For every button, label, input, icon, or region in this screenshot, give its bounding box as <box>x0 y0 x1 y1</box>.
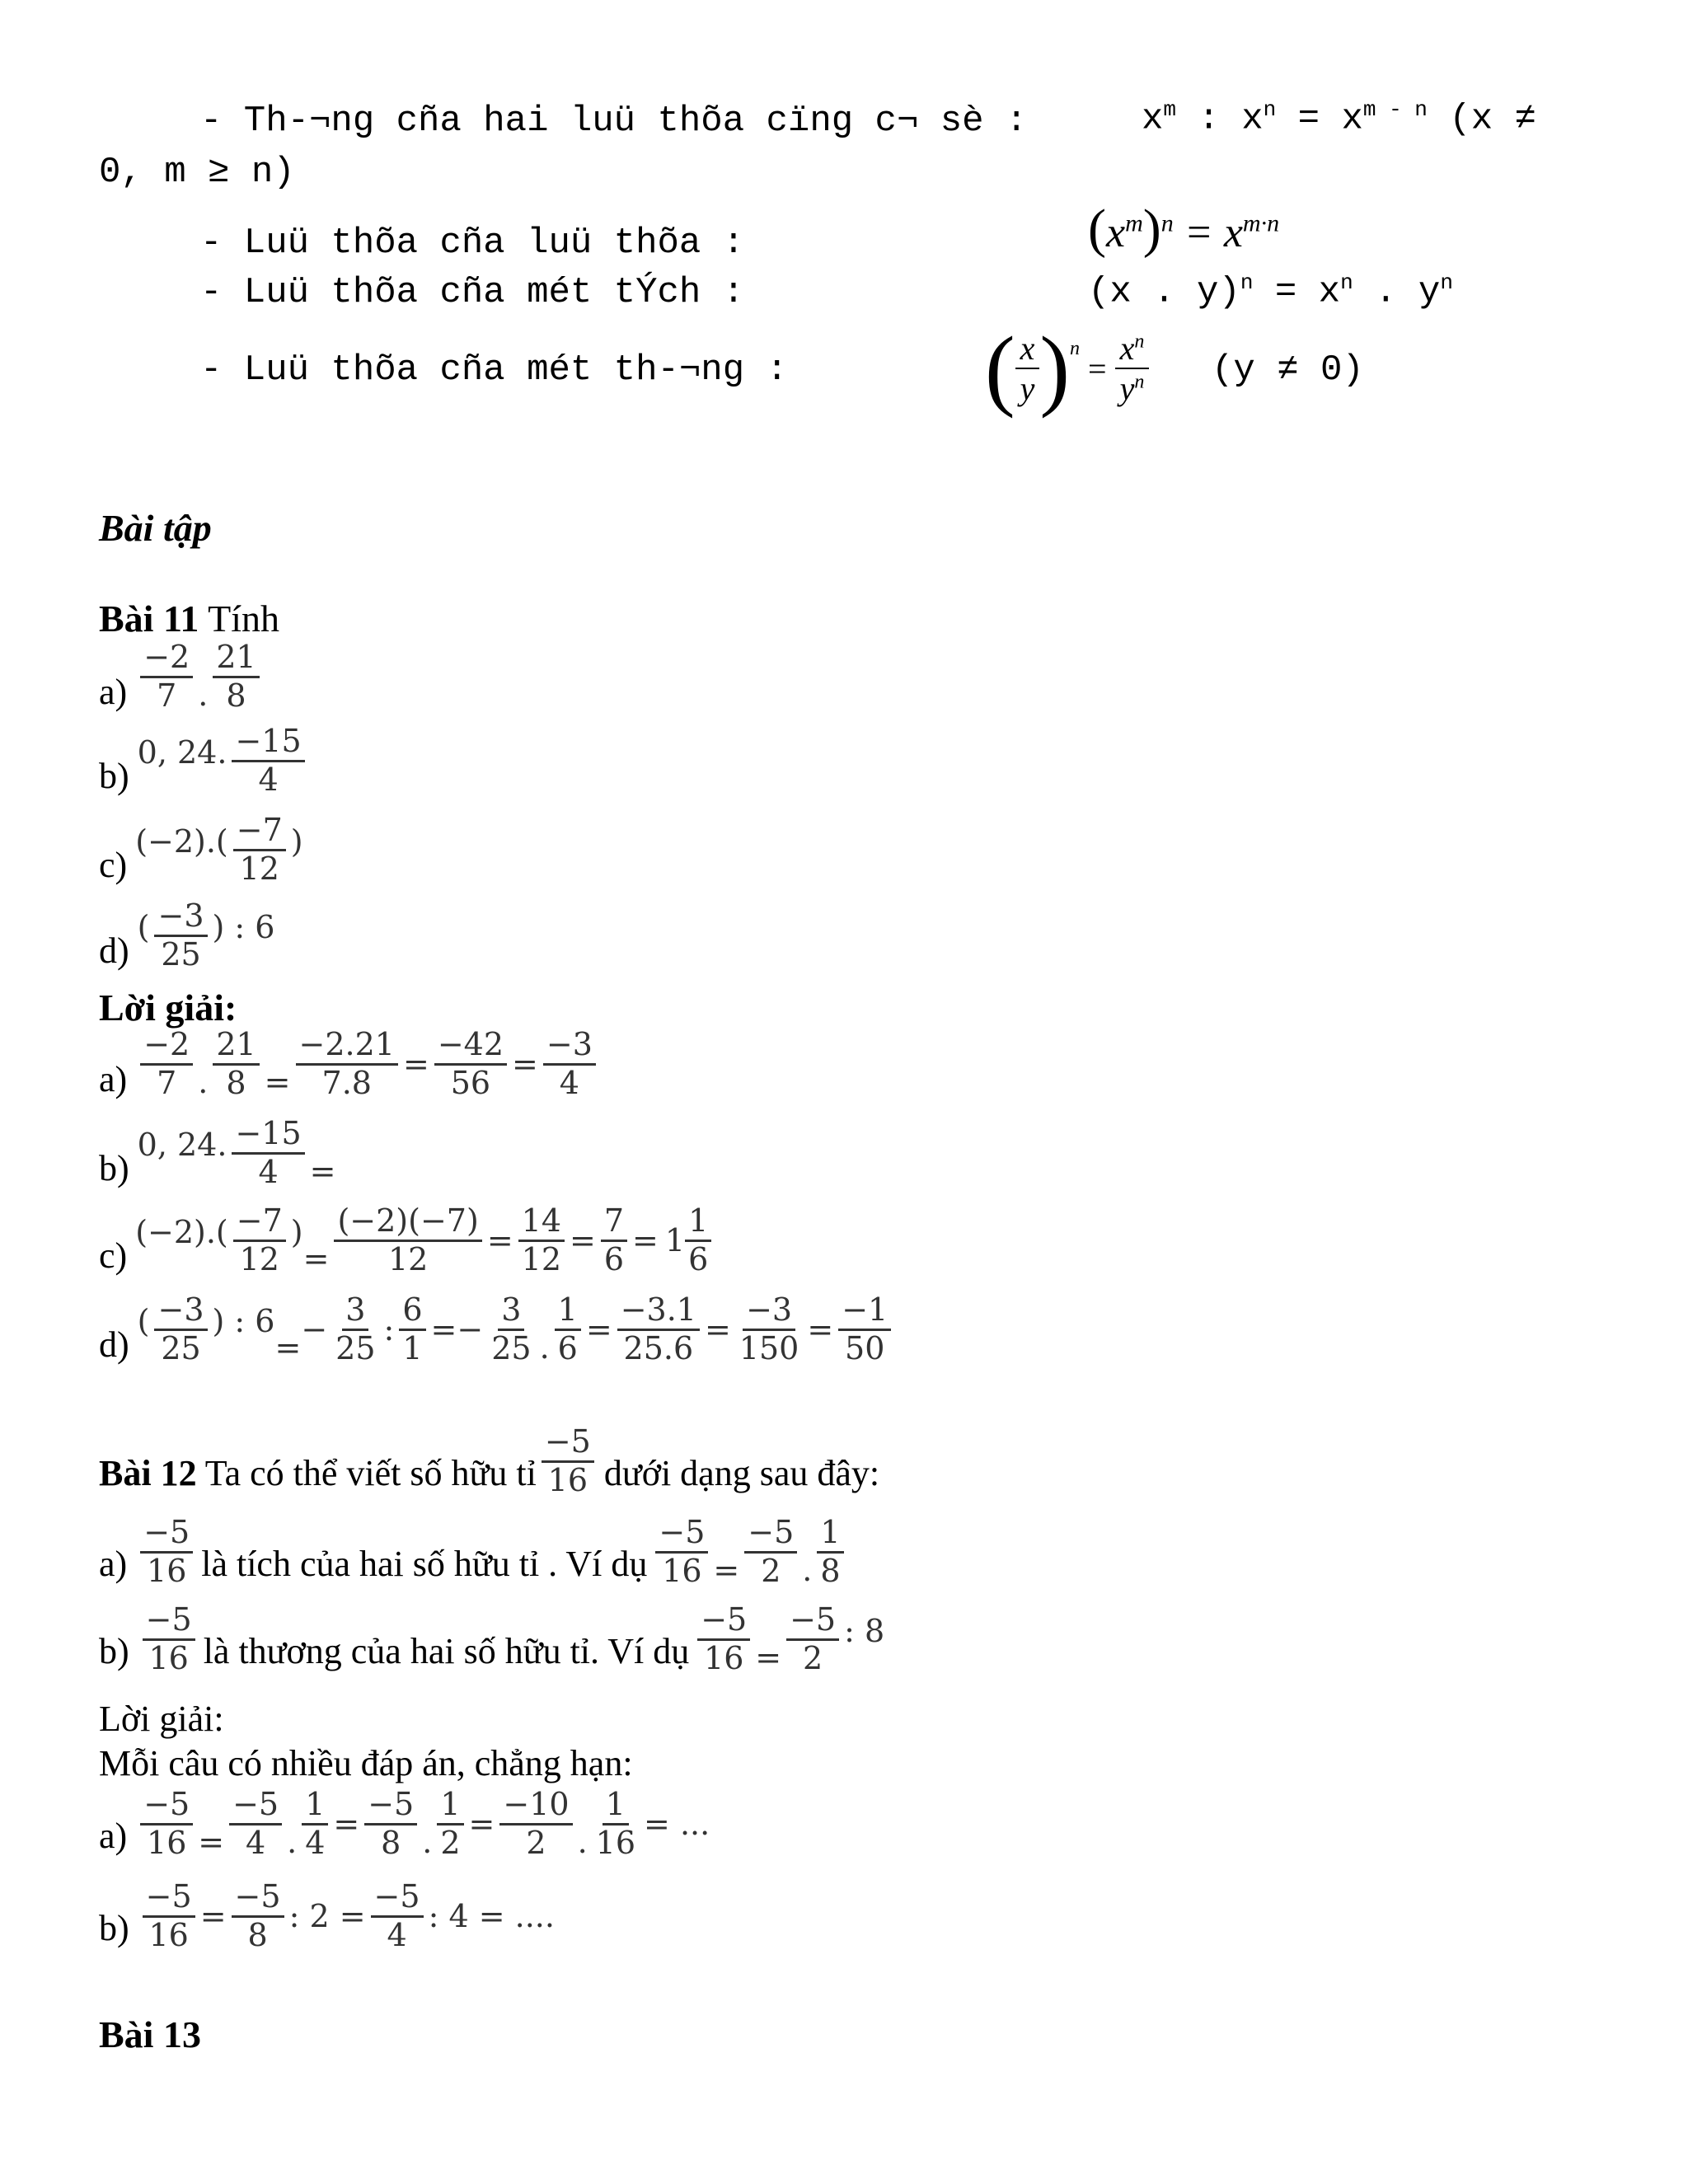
bai11-solution-b: b) 0, 24. $\frac{-15}{4}$ = <box>99 1115 336 1190</box>
bai12-solution-b: b) $\frac{-5}{16}$ = $\frac{-5}{8}$ : 2 = $\frac{-5}{4}$ : 4 = .... <box>99 1878 555 1953</box>
bai12-title: Bài 12 Ta có thể viết số hữu tỉ $\frac{-5}{16}$ dưới dạng sau đây: <box>99 1423 880 1498</box>
rule-power-of-product-label: - Luü thõa cña mét tÝch : <box>200 272 745 313</box>
bai11-d: d) ( $\frac{-3}{25}$ ) : 6 <box>99 898 275 972</box>
rule-power-of-product-formula: (x . $y)^n = x^n$ . $y^n$ <box>1088 270 1453 313</box>
bai12-a: a) $\frac{-5}{16}$ là tích của hai số hữu tỉ . Ví dụ $\frac{-5}{16}$ = $\frac{-5}{2}$ . $\frac{1}{8}$ <box>99 1516 849 1588</box>
rule-power-of-quotient-condition: (y ≠ 0) <box>1212 349 1364 391</box>
bai11-title: Bài 11 Tính <box>99 598 279 640</box>
rule-power-of-quotient-label: - Luü thõa cña mét th-¬ng : <box>200 349 788 391</box>
bai11-solution-c: c) (−2).( $\frac{-7}{12}$ ) = $\frac{(-2)(-7)}{12}$ = $\frac{14}{12}$ = $\frac{7}{6}$ = 1 $\frac{1}{6}$ <box>99 1205 716 1277</box>
rule-power-of-power-label: - Luü thõa cña luü thõa : <box>200 223 745 264</box>
bai12-solution-intro: Mỗi câu có nhiều đáp án, chẳng hạn: <box>99 1743 633 1783</box>
bai12-solution-a: a) $\frac{-5}{16}$ = $\frac{-5}{4}$ . $\frac{1}{4}$ = $\frac{-5}{8}$ . $\frac{1}{2}$ = $\frac{-10}{2}$ . $\frac{1}{16}$ = ... <box>99 1786 710 1861</box>
bai11-a: a) $\frac{-2}{7}$ . $\frac{21}{8}$ <box>99 641 265 713</box>
rule-quotient-formula: $x^m$ : $x^n = x^{m - n}$ (x ≠ <box>1142 97 1536 140</box>
exercises-heading: Bài tập <box>99 507 212 549</box>
rule-power-of-quotient-formula: ( x y ) n = $\frac{x^n}{y^n}$ <box>985 323 1149 414</box>
rule-quotient-label: - Th-¬ng cña hai luü thõa cïng c¬ sè : <box>200 101 1028 142</box>
bai12-solution-heading: Lời giải: <box>99 1699 224 1739</box>
rule-quotient-condition: 0, m ≥ n) <box>99 152 295 193</box>
bai12-b: b) $\frac{-5}{16}$ là thương của hai số hữu tỉ. Ví dụ $\frac{-5}{16}$ = $\frac{-5}{2}$ : 8 <box>99 1601 885 1676</box>
rule-power-of-power-formula: $(x^m)^n = x^{m\cdot n}$ <box>1088 199 1280 259</box>
bai11-c: c) (−2).( $\frac{-7}{12}$ ) <box>99 812 303 887</box>
bai11-solution-a: a) $\frac{-2}{7}$ . $\frac{21}{8}$ = $\frac{-2.21}{7.8}$ = $\frac{-42}{56}$ = $\frac{-3}{4}$ <box>99 1029 601 1100</box>
bai11-b: b) 0, 24. $\frac{-15}{4}$ <box>99 725 310 797</box>
bai11-solution-d: d) ( $\frac{-3}{25}$ ) : 6 = − $\frac{3}{25}$ : $\frac{6}{1}$ = − $\frac{3}{25}$ . $\frac{1}{6}$ = $\frac{-3.1}{25.6}$ = $\frac{-3}{150}$ = $\frac{-1}{50}$ <box>99 1294 896 1366</box>
bai13-title: Bài 13 <box>99 2013 201 2055</box>
bai11-solution-heading: Lời giải: <box>99 987 237 1029</box>
